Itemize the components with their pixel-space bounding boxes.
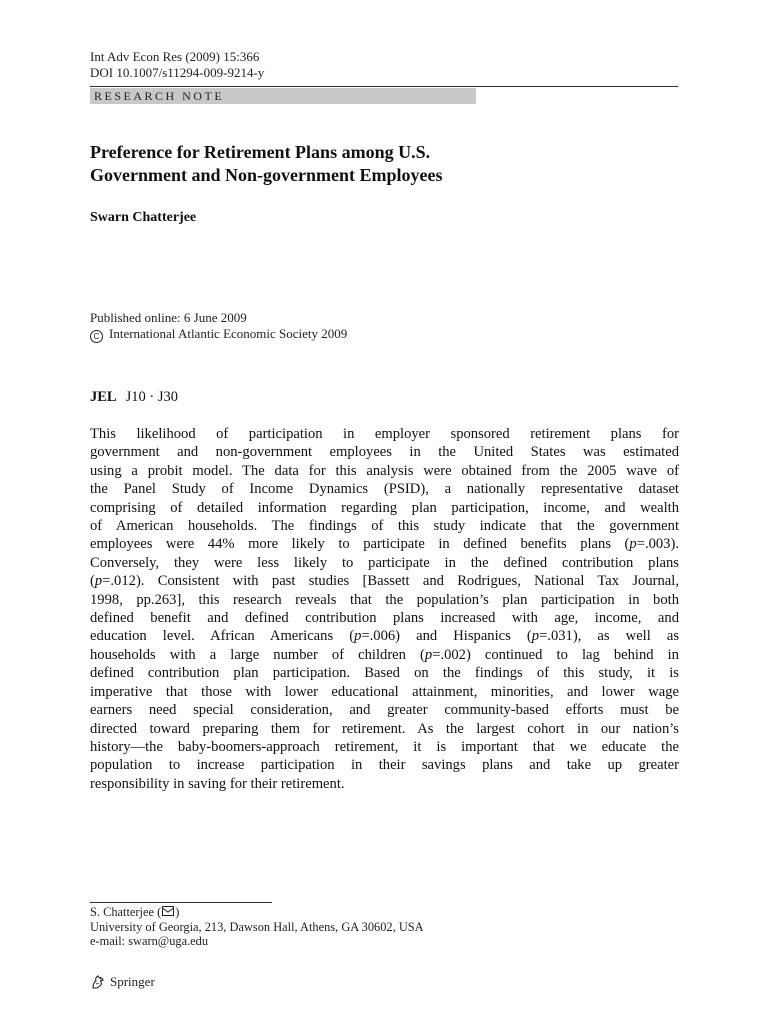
abstract-line: defined contribution plan participation. Based on the findings of this study, it is	[90, 665, 679, 682]
abstract-line: households with a large number of children (p=.002) continued to lag behind in	[90, 646, 679, 663]
abstract-line: population to increase participation in their savings plans and take up greater	[90, 757, 679, 774]
abstract-line: employees were 44% more likely to participate in defined benefits plans (p=.003).	[90, 536, 679, 553]
abstract-line: defined benefit and defined contribution plans increased with age, income, and	[90, 610, 679, 627]
abstract-line: earners need special consideration, and greater community-based efforts must be	[90, 702, 679, 719]
abstract-line: comprising of detailed information regarding plan participation, income, and wealth	[90, 499, 679, 516]
footnote-author-name: S. Chatterjee (	[90, 905, 162, 919]
publisher-name: Springer	[110, 974, 155, 989]
abstract-line: of American households. The findings of this study indicate that the government	[90, 518, 679, 535]
abstract-line: the Panel Study of Income Dynamics (PSID), a nationally representative dataset	[90, 481, 679, 498]
copyright-text: International Atlantic Economic Society 2009	[109, 326, 348, 341]
jel-codes: J10 · J30	[125, 389, 178, 405]
jel-label: JEL	[90, 389, 117, 405]
abstract-line: Conversely, they were less likely to participate in the defined contribution plans	[90, 554, 679, 571]
envelope-icon[interactable]	[162, 906, 174, 916]
article-doi[interactable]: DOI 10.1007/s11294-009-9214-y	[90, 65, 265, 80]
abstract-line: imperative that those with lower educational attainment, minorities, and lower wage	[90, 683, 679, 700]
title-line-1: Preference for Retirement Plans among U.S.	[90, 142, 431, 162]
footnote-author-close: )	[175, 905, 180, 919]
jel-classification	[90, 388, 178, 406]
copyright-icon: C	[90, 330, 103, 343]
section-label: RESEARCH NOTE	[94, 89, 225, 103]
journal-citation: Int Adv Econ Res (2009) 15:366	[90, 49, 260, 64]
title-line-2: Government and Non-government Employees	[90, 165, 443, 185]
abstract-line: responsibility in saving for their retirement.	[90, 775, 345, 792]
abstract-line: government and non-government employees in the United States was estimated	[90, 444, 679, 461]
article-author: Swarn Chatterjee	[90, 210, 197, 225]
abstract-paragraph	[90, 425, 679, 793]
abstract-line: education level. African Americans (p=.006) and Hispanics (p=.031), as well as	[90, 628, 680, 645]
publisher-logo	[90, 973, 155, 991]
abstract-line: (p=.012). Consistent with past studies [Bassett and Rodrigues, National Tax Journal,	[90, 573, 679, 590]
article-title	[90, 141, 650, 187]
copyright-line	[90, 326, 347, 343]
footnote-email[interactable]: e-mail: swarn@uga.edu	[90, 934, 209, 948]
abstract-line: using a probit model. The data for this analysis were obtained from the 2005 wave of	[90, 462, 679, 479]
springer-horse-icon	[90, 974, 106, 990]
abstract-line: directed toward preparing them for retirement. As the largest cohort in our nation’s	[90, 720, 679, 737]
footnote-address: University of Georgia, 213, Dawson Hall, Athens, GA 30602, USA	[90, 919, 424, 934]
published-date: Published online: 6 June 2009	[90, 310, 247, 325]
abstract-line: history—the baby-boomers-approach retirement, it is important that we educate the	[90, 738, 679, 755]
header-rule	[90, 86, 678, 87]
abstract-line: 1998, pp.263], this research reveals that the population’s plan participation in both	[90, 591, 679, 608]
abstract-line: This likelihood of participation in employer sponsored retirement plans for	[90, 426, 679, 442]
footnote-author	[90, 905, 179, 919]
footnote-rule	[90, 902, 272, 903]
